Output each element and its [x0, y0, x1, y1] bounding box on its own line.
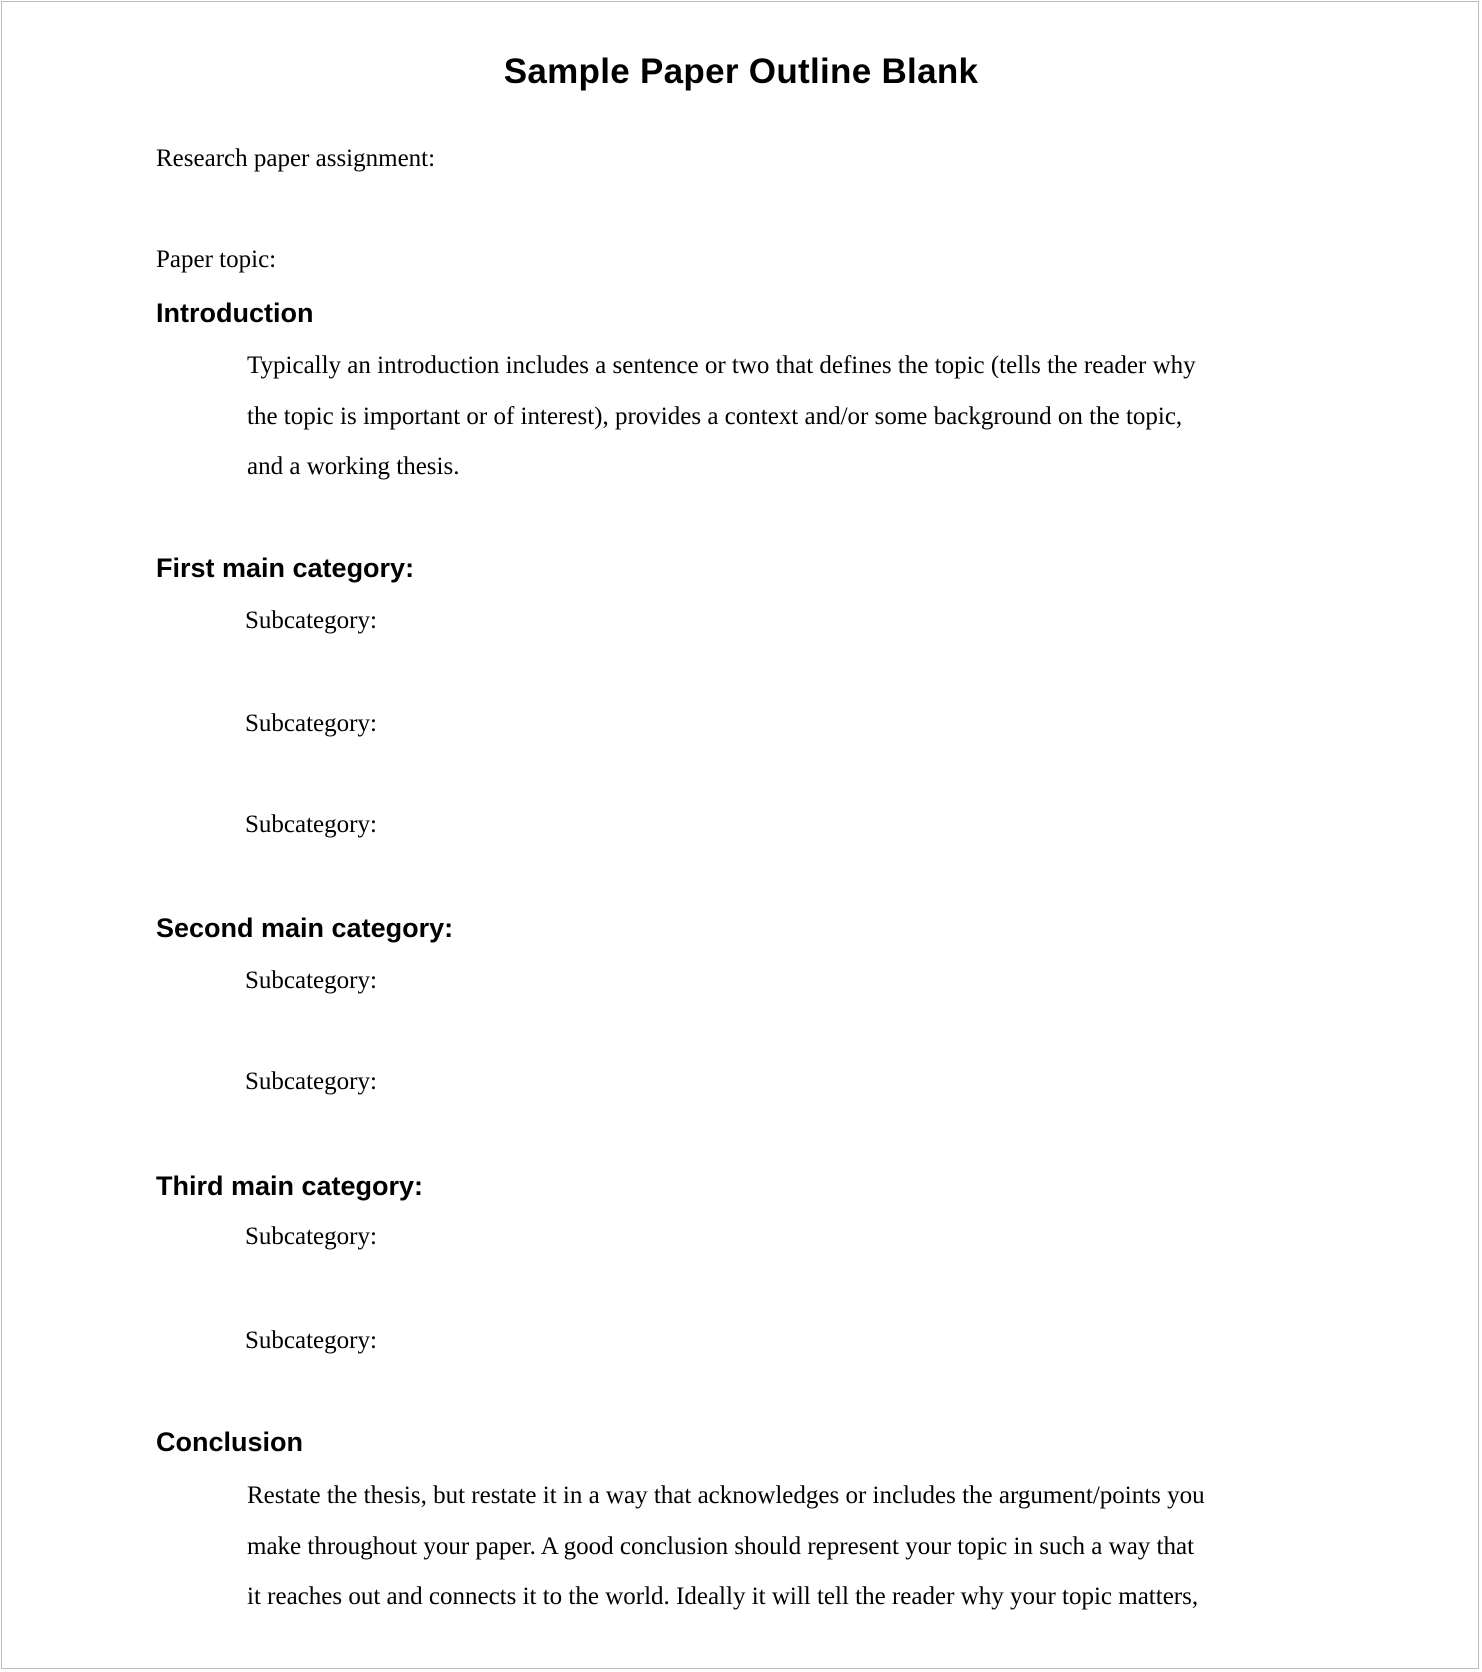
- introduction-paragraph: [247, 341, 1196, 493]
- second-category-heading: Second main category:: [156, 913, 454, 943]
- conclusion-heading: Conclusion: [156, 1427, 303, 1457]
- second-category-subcategory: Subcategory:: [245, 1068, 377, 1095]
- third-category-heading: Third main category:: [156, 1171, 424, 1201]
- conclusion-line: make throughout your paper. A good conclusion should represent your topic in such a way that: [247, 1532, 1195, 1560]
- assignment-label: Research paper assignment:: [156, 145, 436, 172]
- first-category-subcategory: Subcategory:: [245, 811, 377, 838]
- first-category-heading: First main category:: [156, 553, 415, 583]
- document-page: [1, 1, 1479, 1669]
- introduction-line: Typically an introduction includes a sentence or two that defines the topic (tells the reader why: [247, 352, 1196, 379]
- second-category-subcategory: Subcategory:: [245, 967, 377, 994]
- first-category-subcategory: Subcategory:: [245, 607, 377, 634]
- third-category-subcategory: Subcategory:: [245, 1327, 377, 1354]
- third-category-subcategory: Subcategory:: [245, 1223, 377, 1250]
- conclusion-line: it reaches out and connects it to the world. Ideally it will tell the reader why your topic matters,: [247, 1583, 1199, 1610]
- introduction-line: and a working thesis.: [247, 453, 460, 480]
- document-title: Sample Paper Outline Blank: [503, 52, 979, 91]
- topic-label: Paper topic:: [156, 246, 277, 273]
- introduction-line: the topic is important or of interest), provides a context and/or some background on the topic,: [247, 402, 1183, 430]
- conclusion-line: Restate the thesis, but restate it in a way that acknowledges or includes the argument/points you: [247, 1482, 1205, 1509]
- introduction-heading: Introduction: [156, 298, 314, 328]
- conclusion-paragraph: [247, 1471, 1205, 1623]
- first-category-subcategory: Subcategory:: [245, 710, 377, 737]
